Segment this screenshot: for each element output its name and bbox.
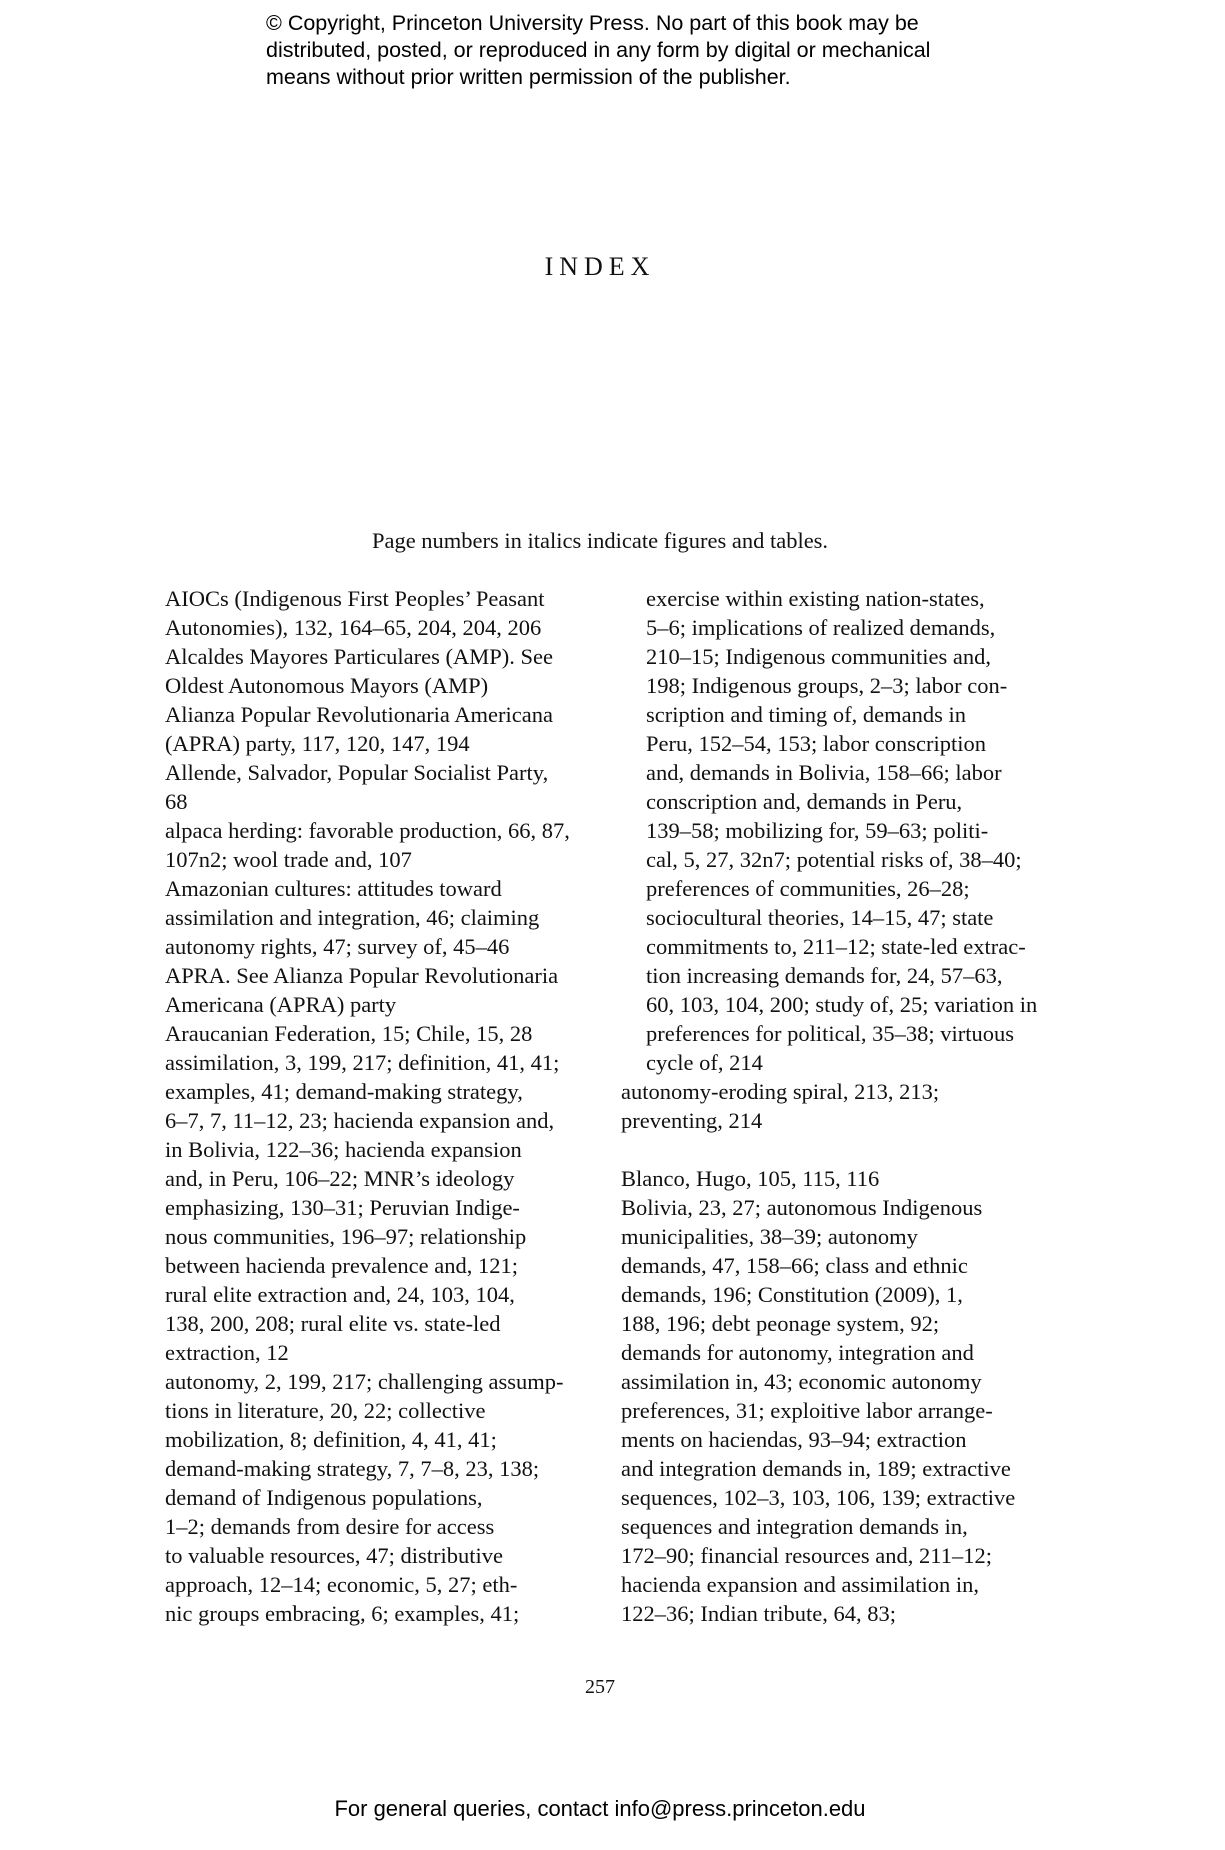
- index-entry-line: demands, 47, 158–66; class and ethnic: [621, 1253, 968, 1278]
- index-entry-line: scription and timing of, demands in: [646, 702, 966, 727]
- index-entry-line: 1–2; demands from desire for access: [165, 1514, 495, 1539]
- index-entry-line: Alianza Popular Revolutionaria Americana: [165, 702, 553, 727]
- index-entry: [165, 816, 595, 874]
- index-entry-line: Peru, 152–54, 153; labor conscription: [646, 731, 986, 756]
- index-entry-line: tions in literature, 20, 22; collective: [165, 1398, 486, 1423]
- index-group: [621, 1164, 1051, 1628]
- index-entry-line: assimilation in, 43; economic autonomy: [621, 1369, 982, 1394]
- index-entry-line: cycle of, 214: [646, 1050, 763, 1075]
- index-entry-line: (APRA) party, 117, 120, 147, 194: [165, 731, 470, 756]
- index-entry-line: autonomy-eroding spiral, 213, 213;: [621, 1079, 940, 1104]
- index-entry: [165, 1019, 595, 1048]
- index-entry-line: preferences of communities, 26–28;: [646, 876, 970, 901]
- copyright-line: means without prior written permission of the publisher.: [266, 65, 791, 89]
- index-entry: [621, 1164, 1051, 1193]
- index-entry-line: sequences and integration demands in,: [621, 1514, 968, 1539]
- letter-gap: [621, 1135, 1051, 1164]
- index-entry-line: extraction, 12: [165, 1340, 289, 1365]
- index-entry-line: 60, 103, 104, 200; study of, 25; variation in: [646, 992, 1038, 1017]
- index-entry-line: 198; Indigenous groups, 2–3; labor con-: [646, 673, 1008, 698]
- index-entry-line: nous communities, 196–97; relationship: [165, 1224, 527, 1249]
- index-entry-line: 139–58; mobilizing for, 59–63; politi-: [646, 818, 989, 843]
- index-entry: [165, 700, 595, 758]
- index-entry-line: Americana (APRA) party: [165, 992, 397, 1017]
- index-entry-line: emphasizing, 130–31; Peruvian Indige-: [165, 1195, 520, 1220]
- index-entry-line: demands for autonomy, integration and: [621, 1340, 974, 1365]
- copyright-line: © Copyright, Princeton University Press. No part of this book may be: [266, 11, 919, 35]
- index-entry: [165, 584, 595, 642]
- index-entry-line: examples, 41; demand-making strategy,: [165, 1079, 523, 1104]
- page-number: 257: [585, 1676, 615, 1698]
- index-column-left: [165, 584, 595, 1628]
- index-entry-line: 138, 200, 208; rural elite vs. state-led: [165, 1311, 501, 1336]
- index-entry-line: Bolivia, 23, 27; autonomous Indigenous: [621, 1195, 983, 1220]
- index-entry-line: demand-making strategy, 7, 7–8, 23, 138;: [165, 1456, 540, 1481]
- index-entry: [621, 1077, 1051, 1135]
- index-entry-line: conscription and, demands in Peru,: [646, 789, 963, 814]
- index-entry: [165, 642, 595, 700]
- index-entry-line: and, in Peru, 106–22; MNR’s ideology: [165, 1166, 515, 1191]
- index-entry-line: Araucanian Federation, 15; Chile, 15, 28: [165, 1021, 533, 1046]
- index-entry-line: assimilation and integration, 46; claiming: [165, 905, 540, 930]
- index-entry-line: sequences, 102–3, 103, 106, 139; extractive: [621, 1485, 1016, 1510]
- index-entry-continuation: [621, 584, 1051, 1077]
- index-entry-line: hacienda expansion and assimilation in,: [621, 1572, 980, 1597]
- footer-contact: For general queries, contact info@press.princeton.edu: [334, 1796, 866, 1821]
- index-entry-line: tion increasing demands for, 24, 57–63,: [646, 963, 1003, 988]
- index-entry-line: Allende, Salvador, Popular Socialist Party,: [165, 760, 549, 785]
- index-entry-line: assimilation, 3, 199, 217; definition, 41, 41;: [165, 1050, 560, 1075]
- index-entry: [165, 1367, 595, 1628]
- index-entry: [621, 1193, 1051, 1628]
- copyright-notice: [266, 10, 1026, 91]
- index-entry-line: autonomy rights, 47; survey of, 45–46: [165, 934, 510, 959]
- index-entry-line: demands, 196; Constitution (2009), 1,: [621, 1282, 963, 1307]
- index-entry-line: between hacienda prevalence and, 121;: [165, 1253, 518, 1278]
- index-entry-line: 172–90; financial resources and, 211–12;: [621, 1543, 992, 1568]
- index-entry-line: 68: [165, 789, 188, 814]
- index-entry-line: Blanco, Hugo, 105, 115, 116: [621, 1166, 880, 1191]
- index-entry-line: nic groups embracing, 6; examples, 41;: [165, 1601, 520, 1626]
- index-entry: [165, 874, 595, 961]
- index-entry-line: municipalities, 38–39; autonomy: [621, 1224, 918, 1249]
- index-group: [621, 1077, 1051, 1135]
- index-entry-line: Amazonian cultures: attitudes toward: [165, 876, 502, 901]
- index-entry: [165, 758, 595, 816]
- index-entry-line: exercise within existing nation-states,: [646, 586, 985, 611]
- copyright-line: distributed, posted, or reproduced in any form by digital or mechanical: [266, 38, 931, 62]
- index-entry-line: 5–6; implications of realized demands,: [646, 615, 996, 640]
- index-entry-line: mobilization, 8; definition, 4, 41, 41;: [165, 1427, 497, 1452]
- italics-note: Page numbers in italics indicate figures and tables.: [371, 528, 829, 553]
- index-entry-line: preventing, 214: [621, 1108, 763, 1133]
- index-entry-line: preferences for political, 35–38; virtuous: [646, 1021, 1015, 1046]
- index-entry-line: approach, 12–14; economic, 5, 27; eth-: [165, 1572, 518, 1597]
- index-column-right: [621, 584, 1051, 1628]
- index-entry-line: and integration demands in, 189; extractive: [621, 1456, 1011, 1481]
- index-entry-line: 122–36; Indian tribute, 64, 83;: [621, 1601, 896, 1626]
- index-entry-line: 107n2; wool trade and, 107: [165, 847, 412, 872]
- index-entry-line: commitments to, 211–12; state-led extrac-: [646, 934, 1026, 959]
- index-entry-line: APRA. See Alianza Popular Revolutionaria: [165, 963, 559, 988]
- index-entry-line: Autonomies), 132, 164–65, 204, 204, 206: [165, 615, 542, 640]
- page-title: INDEX: [544, 252, 656, 281]
- index-entry-line: preferences, 31; exploitive labor arrange-: [621, 1398, 993, 1423]
- index-entry-line: demand of Indigenous populations,: [165, 1485, 483, 1510]
- index-entry-line: 188, 196; debt peonage system, 92;: [621, 1311, 940, 1336]
- index-entry-line: rural elite extraction and, 24, 103, 104,: [165, 1282, 515, 1307]
- index-entry-line: alpaca herding: favorable production, 66, 87,: [165, 818, 570, 843]
- index-entry-line: cal, 5, 27, 32n7; potential risks of, 38–40;: [646, 847, 1022, 872]
- index-entry-line: AIOCs (Indigenous First Peoples’ Peasant: [165, 586, 545, 611]
- index-entry-line: Alcaldes Mayores Particulares (AMP). See: [165, 644, 554, 669]
- index-entry-line: and, demands in Bolivia, 158–66; labor: [646, 760, 1002, 785]
- index-entry-line: 6–7, 7, 11–12, 23; hacienda expansion and,: [165, 1108, 555, 1133]
- index-entry-line: in Bolivia, 122–36; hacienda expansion: [165, 1137, 522, 1162]
- index-entry: [165, 1048, 595, 1367]
- index-entry: [165, 961, 595, 1019]
- index-entry-line: autonomy, 2, 199, 217; challenging assump-: [165, 1369, 564, 1394]
- index-entry-line: 210–15; Indigenous communities and,: [646, 644, 991, 669]
- index-entry-line: ments on haciendas, 93–94; extraction: [621, 1427, 967, 1452]
- index-entry-line: to valuable resources, 47; distributive: [165, 1543, 504, 1568]
- index-entry-line: Oldest Autonomous Mayors (AMP): [165, 673, 489, 698]
- index-entry-line: sociocultural theories, 14–15, 47; state: [646, 905, 994, 930]
